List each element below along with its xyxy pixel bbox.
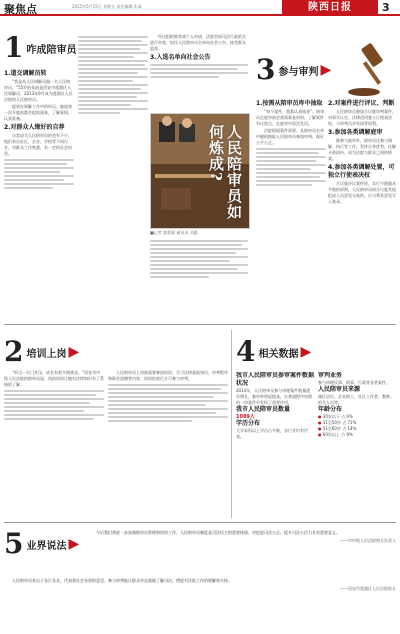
text-line <box>78 88 141 90</box>
subheading: 4.参加各类调解处置，可独立行使表决权 <box>328 164 395 179</box>
text-line <box>108 408 228 410</box>
feature-title: 人民陪审员如何炼成? <box>207 124 243 220</box>
feature-photo <box>150 113 250 229</box>
age-item: ● 30岁以下 占 6% <box>318 414 353 419</box>
paragraph: 经过组织推荐或个人申请，法院会同司法行政机关进行审查，拟任人民陪审员名单向社会公告，接受群众监督。 <box>150 34 246 51</box>
section-number: 3 <box>256 53 276 86</box>
section-2-heading <box>4 335 80 368</box>
section-1-heading <box>4 31 77 64</box>
paragraph: 除参与庭审外，陪审员还参与调解、执行等工作，发挥自身优势，化解矛盾纠纷，成为法院与群众之间的桥梁。 <box>328 138 396 161</box>
text-line <box>78 112 120 114</box>
text-line <box>4 175 74 177</box>
data-heading: 年龄分布 <box>318 406 343 413</box>
arrow-icon: ▶ <box>68 344 80 360</box>
paragraph: 法院根据案件需要，从陪审员名单中随机抽取人民陪审员参加审判，保证公平公正。 <box>256 128 324 145</box>
quote-attribution: ——市中级人民法院相关负责人 <box>340 538 396 543</box>
section-title: 相关数据 <box>258 348 299 360</box>
data-col-1 <box>236 372 314 518</box>
text-line <box>4 410 84 412</box>
paragraph: 提到在调解工作中的经历，她说每一次开庭前都会提前阅卷，了解案情，认真准备。 <box>4 104 72 121</box>
quote-text: 人民陪审员来自于各行各业，代表着社会各界的意见，参与审判能让群众更直观地了解司法，增进对法院工作的理解和支持。 <box>12 578 232 583</box>
text-line <box>108 404 206 406</box>
text-line <box>256 160 316 162</box>
text-line <box>78 36 148 38</box>
text-line <box>150 256 248 258</box>
data-value: 1089人 <box>236 414 255 420</box>
text-line <box>256 164 326 166</box>
text-line <box>4 390 104 392</box>
quote-2 <box>4 578 396 592</box>
quote-1 <box>88 530 396 544</box>
text-line <box>108 400 228 402</box>
divider <box>4 324 396 325</box>
data-heading: 学历分布 <box>236 420 261 427</box>
text-line <box>150 64 248 66</box>
age-item: ● 31至50岁 占 71% <box>318 420 357 425</box>
text-line <box>150 76 219 78</box>
text-line <box>78 84 148 86</box>
text-line <box>78 108 148 110</box>
section-1-col-2 <box>78 34 148 318</box>
text-line <box>4 418 94 420</box>
text-line <box>4 171 60 173</box>
text-line <box>150 252 236 254</box>
section-title: 咋成陪审员 <box>26 44 77 56</box>
text-line <box>108 392 228 394</box>
age-item: ● 60岁以上 占 9% <box>318 432 353 437</box>
paragraph: “听当一名门外汉，成长有很多路要走。”西安市中级人民法院的陪审员说，岗前培训让她对法律知识有了系统的了解。 <box>4 370 104 387</box>
text-line <box>78 64 145 66</box>
text-line <box>256 148 326 150</box>
section-2-col-2 <box>108 370 228 516</box>
quote-attribution: ——西安市莲湖区人民法院院长 <box>340 586 396 591</box>
text-line <box>256 184 312 186</box>
data-text: 参与审理民事、刑事、行政等各类案件。 <box>318 380 390 385</box>
text-line <box>4 167 74 169</box>
gavel-icon <box>346 40 396 98</box>
text-line <box>108 384 228 386</box>
subheading: 1.按需从陪审员库中抽取 <box>256 100 323 107</box>
text-line <box>108 420 192 422</box>
section-number: 2 <box>4 335 24 368</box>
text-line <box>150 260 230 262</box>
paragraph: 合议庭评议案件时，实行少数服从多数的原则，人民陪审员同合议庭其他组成人员意见分歧的，应当将其意见写入笔录。 <box>328 181 396 204</box>
divider <box>4 522 396 523</box>
text-line <box>4 159 74 161</box>
text-line <box>4 179 64 181</box>
section-3-col-1 <box>256 98 326 320</box>
text-line <box>256 180 326 182</box>
text-line <box>150 244 242 246</box>
arrow-icon: ▶ <box>320 62 332 78</box>
paragraph: “每个案件，我都认真阅卷”。陪审员在庭审前会查阅案卷材料，了解案件争议焦点，在庭审中依法发问。 <box>256 109 325 126</box>
quote-text: 今后我们将进一步加强陪审员管理和培训工作，人民陪审员制度是司法民主的重要体现，对促进司法公正、提升司法公信力具有重要意义。 <box>96 530 340 535</box>
arrow-icon: ▶ <box>68 536 80 552</box>
section-number: 4 <box>236 335 256 368</box>
text-line <box>4 398 104 400</box>
age-text: 51至60岁 占 14% <box>322 426 357 431</box>
subheading: 1.道交调解员转 <box>4 70 47 77</box>
section-2-col-1 <box>4 370 104 516</box>
text-line <box>150 240 248 242</box>
age-text: 30岁以下 占 6% <box>322 414 353 419</box>
age-item: ● 51至60岁 占 14% <box>318 426 357 431</box>
text-line <box>108 416 228 418</box>
section-label: 聚焦点 <box>4 3 37 16</box>
text-line <box>150 272 248 274</box>
text-line <box>78 96 137 98</box>
text-line <box>78 100 148 102</box>
divider <box>231 330 232 518</box>
section-4-heading <box>236 335 312 368</box>
text-line <box>108 396 214 398</box>
data-heading: 我市人民陪审员参审案件数据状况 <box>236 372 314 387</box>
text-line <box>78 104 131 106</box>
subheading: 3.入选名单向社会公告 <box>150 54 211 61</box>
paragraph: 人民陪审员上岗前需要参加培训，学习法律基础知识、审判程序和职业道德等内容，培训结束后方可参与审判。 <box>108 370 228 381</box>
data-heading: 我市人民陪审员数量 <box>236 406 291 413</box>
text-line <box>78 40 142 42</box>
text-line <box>4 414 104 416</box>
text-line <box>256 176 320 178</box>
text-line <box>78 56 134 58</box>
subheading: 2.对案件进行评议、判断 <box>328 100 395 107</box>
text-line <box>4 187 53 189</box>
text-line <box>150 248 248 250</box>
text-line <box>108 412 216 414</box>
section-number: 5 <box>4 527 24 560</box>
section-title: 业界说法 <box>26 540 67 552</box>
text-line <box>4 163 67 165</box>
section-title: 培训上岗 <box>26 348 67 360</box>
text-line <box>150 276 209 278</box>
issue-info: 2015年5月15日 星期五 责任编辑:张淼 <box>72 4 142 9</box>
text-line <box>78 44 148 46</box>
page-number: 3 <box>382 1 390 14</box>
data-text: 城区居民、企业职工、社区工作者、教师、机关人员等。 <box>318 394 394 405</box>
text-line <box>256 172 326 174</box>
byline: ■记者 栗彩娟 通讯员 刘惠 <box>150 230 198 235</box>
section-1-col-4 <box>150 238 248 320</box>
text-line <box>78 76 148 78</box>
data-col-2 <box>318 372 396 518</box>
text-line <box>256 168 311 170</box>
data-text: 大学本科以上学历占多数，各行业均有代表。 <box>236 428 308 439</box>
section-1-col-3 <box>150 34 248 112</box>
text-line <box>150 72 248 74</box>
text-line <box>150 264 248 266</box>
section-3-heading <box>256 53 332 86</box>
text-line <box>150 268 238 270</box>
arrow-icon: ▶ <box>300 344 312 360</box>
section-number: 1 <box>4 31 24 64</box>
text-line <box>256 152 319 154</box>
masthead: 陕西日报 <box>282 0 378 16</box>
text-line <box>108 388 221 390</box>
section-5-heading <box>4 527 80 560</box>
text-line <box>78 80 133 82</box>
paragraph: 人民陪审员参加合议庭审判案件，对事实认定、法律适用独立行使表决权，与审判员享有同等权利。 <box>328 109 396 126</box>
paragraph: “我是从人民调解员做一名人民陪审员。”55岁的张丽是西安市莲湖区人民调解员，2013年9月成为莲湖区人民法院的人民陪审员。 <box>4 79 73 102</box>
text-line <box>78 48 140 50</box>
text-line <box>4 402 90 404</box>
age-text: 60岁以上 占 9% <box>322 432 353 437</box>
text-line <box>78 72 138 74</box>
section-title: 参与审判 <box>278 66 319 78</box>
text-line <box>78 60 148 62</box>
text-line <box>4 406 104 408</box>
text-line <box>78 52 148 54</box>
data-heading: 审判业务 <box>318 372 343 379</box>
subheading: 2.对群众人缘好的自荐 <box>4 124 65 131</box>
subheading: 3.参加各类调解庭审 <box>328 129 383 136</box>
text-line <box>256 156 326 158</box>
page-header <box>0 0 400 16</box>
text-line <box>78 92 148 94</box>
data-heading: 人民陪审员来源 <box>318 386 361 393</box>
text-line <box>150 68 238 70</box>
paragraph: 自荐成为人民陪审员的也有不少。他们来自社区、企业、学校等不同行业，对群众工作熟悉，有一定的社会经验。 <box>4 133 72 156</box>
text-line <box>78 68 148 70</box>
text-line <box>4 183 74 185</box>
section-3-col-2 <box>328 98 396 320</box>
age-text: 31至50岁 占 71% <box>322 420 357 425</box>
data-text: 2014年，人民陪审员参与审理案件数量逐年增长，参审率明显提高，在普通程序审理的一审案件中发挥了重要作用。 <box>236 388 312 405</box>
section-1-col-1 <box>4 68 74 318</box>
text-line <box>4 394 96 396</box>
